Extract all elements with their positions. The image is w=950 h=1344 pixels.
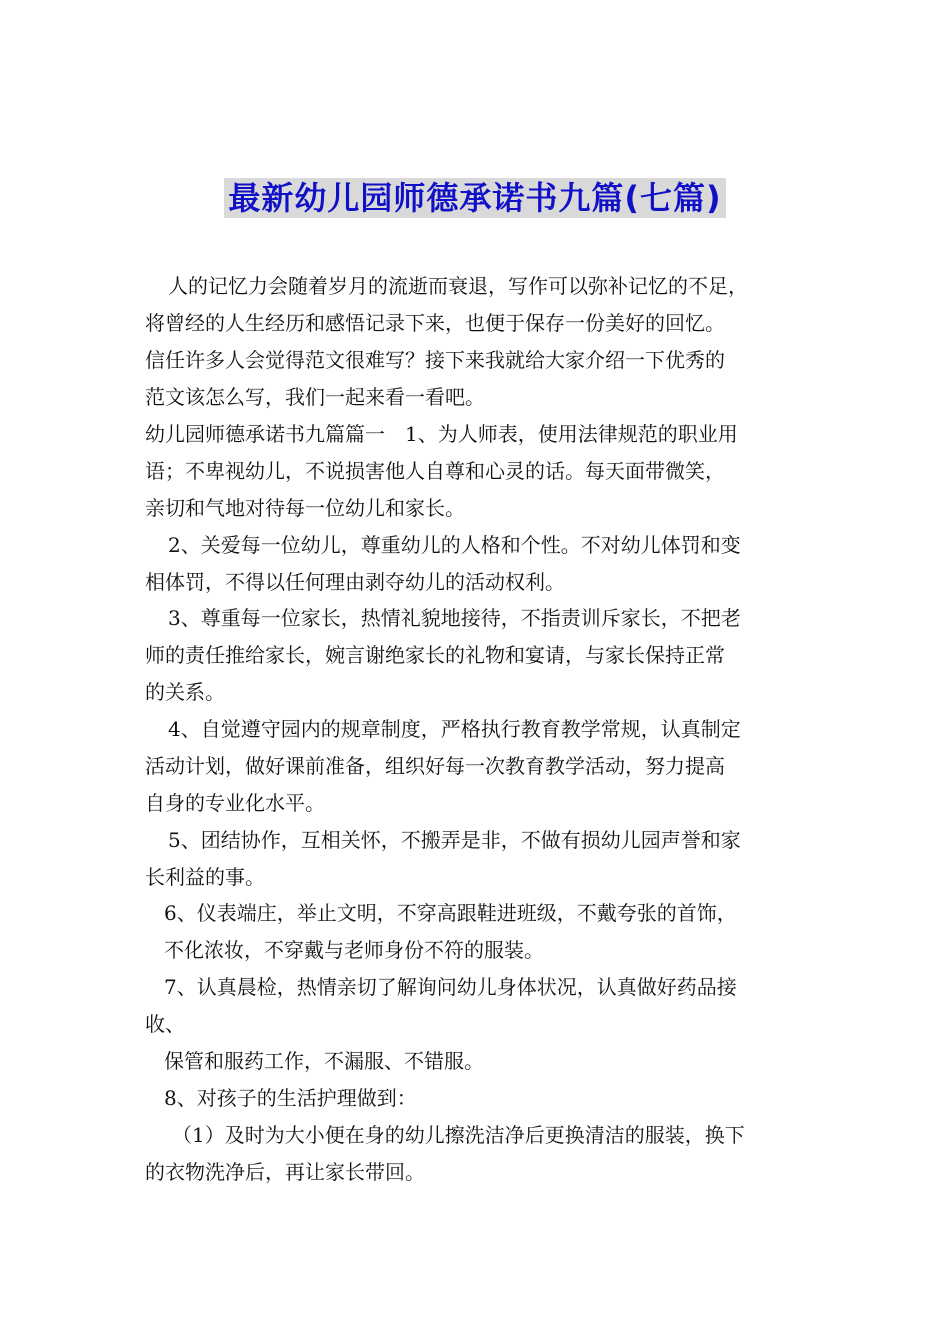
text-line: （1）及时为大小便在身的幼儿擦洗洁净后更换清洁的服装，换下 <box>172 1123 745 1147</box>
text-line: 亲切和气地对待每一位幼儿和家长。 <box>145 496 465 520</box>
item-7-paragraph <box>145 969 825 1080</box>
text-line: 幼儿园师德承诺书九篇篇一 1、为人师表，使用法律规范的职业用 <box>145 422 738 446</box>
item-2-paragraph <box>145 527 825 601</box>
text-line: 4、自觉遵守园内的规章制度，严格执行教育教学常规，认真制定 <box>168 717 741 741</box>
text-line: 信任许多人会觉得范文很难写？接下来我就给大家介绍一下优秀的 <box>145 348 725 372</box>
text-line: 长利益的事。 <box>145 865 265 889</box>
text-line: 范文该怎么写，我们一起来看一看吧。 <box>145 385 485 409</box>
item-4-paragraph <box>145 711 825 822</box>
item-6-paragraph <box>145 895 825 969</box>
document-title: 最新幼儿园师德承诺书九篇(七篇) <box>224 178 725 218</box>
text-line: 5、团结协作，互相关怀，不搬弄是非，不做有损幼儿园声誉和家 <box>168 828 741 852</box>
text-line: 相体罚，不得以任何理由剥夺幼儿的活动权利。 <box>145 570 565 594</box>
text-line: 收、 <box>145 1012 185 1036</box>
text-line: 3、尊重每一位家长，热情礼貌地接待，不指责训斥家长，不把老 <box>168 606 741 630</box>
intro-paragraph <box>145 268 825 416</box>
item-8-paragraph <box>145 1080 825 1191</box>
text-line: 自身的专业化水平。 <box>145 791 325 815</box>
text-line: 不化浓妆，不穿戴与老师身份不符的服装。 <box>164 938 544 962</box>
text-line: 8、对孩子的生活护理做到： <box>164 1086 417 1110</box>
text-line: 活动计划，做好课前准备，组织好每一次教育教学活动，努力提高 <box>145 754 725 778</box>
title-container <box>0 178 950 218</box>
text-line: 的衣物洗净后，再让家长带回。 <box>145 1160 425 1184</box>
text-line: 2、关爱每一位幼儿，尊重幼儿的人格和个性。不对幼儿体罚和变 <box>168 533 741 557</box>
text-line: 师的责任推给家长，婉言谢绝家长的礼物和宴请，与家长保持正常 <box>145 643 725 667</box>
item-3-paragraph <box>145 600 825 711</box>
text-line: 7、认真晨检，热情亲切了解询问幼儿身体状况，认真做好药品接 <box>164 975 737 999</box>
text-line: 语；不卑视幼儿，不说损害他人自尊和心灵的话。每天面带微笑， <box>145 459 725 483</box>
text-line: 人的记忆力会随着岁月的流逝而衰退，写作可以弥补记忆的不足， <box>168 274 748 298</box>
section-one-paragraph <box>145 416 825 527</box>
item-5-paragraph <box>145 822 825 896</box>
text-line: 保管和服药工作，不漏服、不错服。 <box>164 1049 484 1073</box>
text-line: 的关系。 <box>145 680 225 704</box>
text-line: 6、仪表端庄，举止文明，不穿高跟鞋进班级，不戴夸张的首饰， <box>164 901 737 925</box>
text-line: 将曾经的人生经历和感悟记录下来，也便于保存一份美好的回忆。 <box>145 311 725 335</box>
